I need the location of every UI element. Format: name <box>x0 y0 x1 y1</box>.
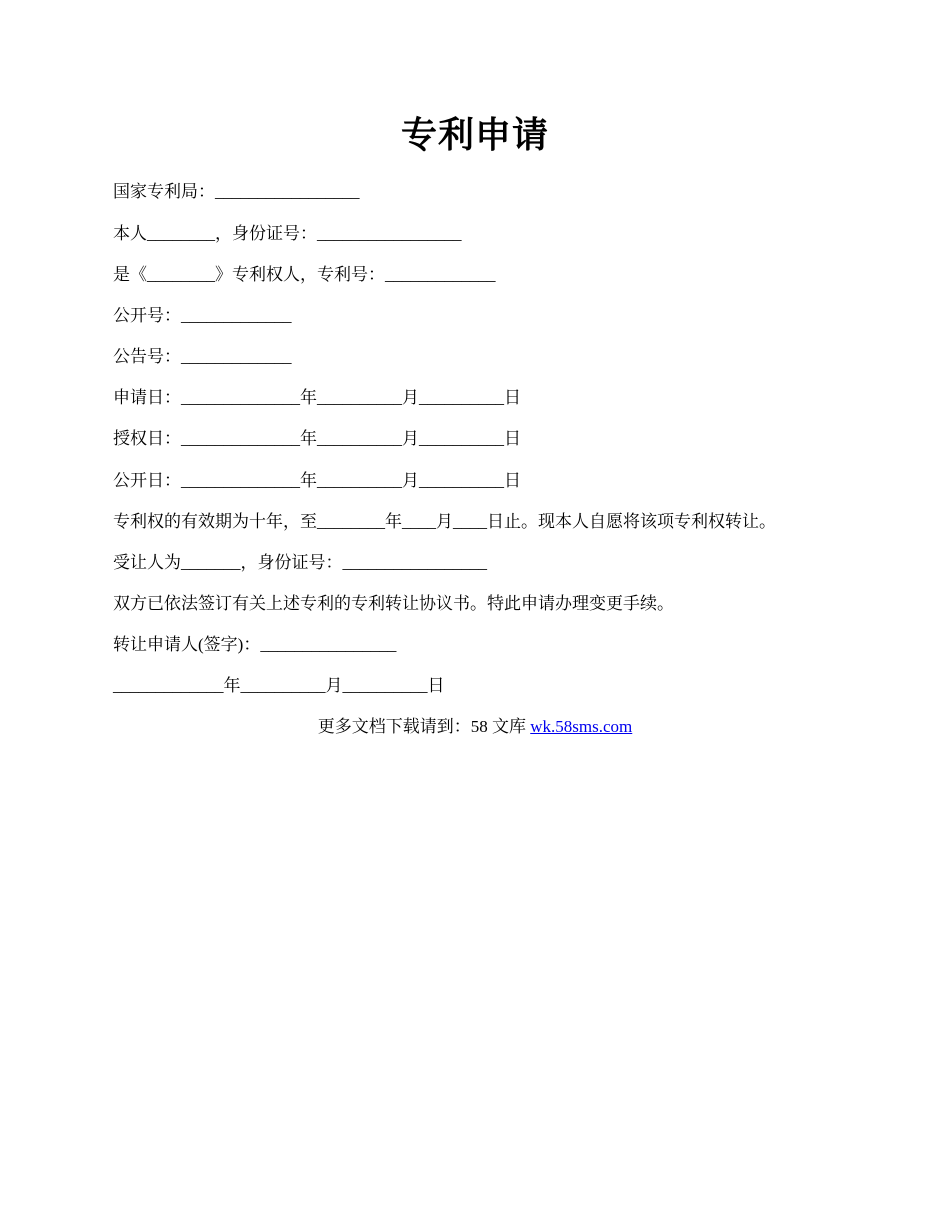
announcement-number-line: 公告号：_____________ <box>113 347 292 366</box>
footer-link[interactable]: wk.58sms.com <box>530 717 633 736</box>
signing-date-line: _____________年__________月__________日 <box>113 676 445 695</box>
publication-number-line: 公开号：_____________ <box>113 306 292 325</box>
grant-date-line: 授权日：______________年__________月__________日 <box>113 429 521 448</box>
page-title: 专利申请 <box>400 115 549 155</box>
assignee-line: 受让人为_______，身份证号：_________________ <box>113 553 487 572</box>
publication-date-line: 公开日：______________年__________月__________日 <box>113 471 521 490</box>
patent-holder-line: 是《________》专利权人，专利号：_____________ <box>113 265 496 284</box>
download-footer <box>0 715 950 739</box>
validity-transfer-line: 专利权的有效期为十年，至________年____月____日止。现本人自愿将该项专利权转让。 <box>113 512 776 531</box>
signature-line: 转让申请人(签字)：________________ <box>113 635 397 654</box>
addressee-line: 国家专利局：_________________ <box>113 182 360 201</box>
footer-prefix: 更多文档下载请到：58 文库 <box>317 717 531 736</box>
agreement-statement-line: 双方已依法签订有关上述专利的专利转让协议书。特此申请办理变更手续。 <box>113 594 674 613</box>
application-date-line: 申请日：______________年__________月__________日 <box>113 388 521 407</box>
applicant-id-line: 本人________，身份证号：_________________ <box>113 224 462 243</box>
